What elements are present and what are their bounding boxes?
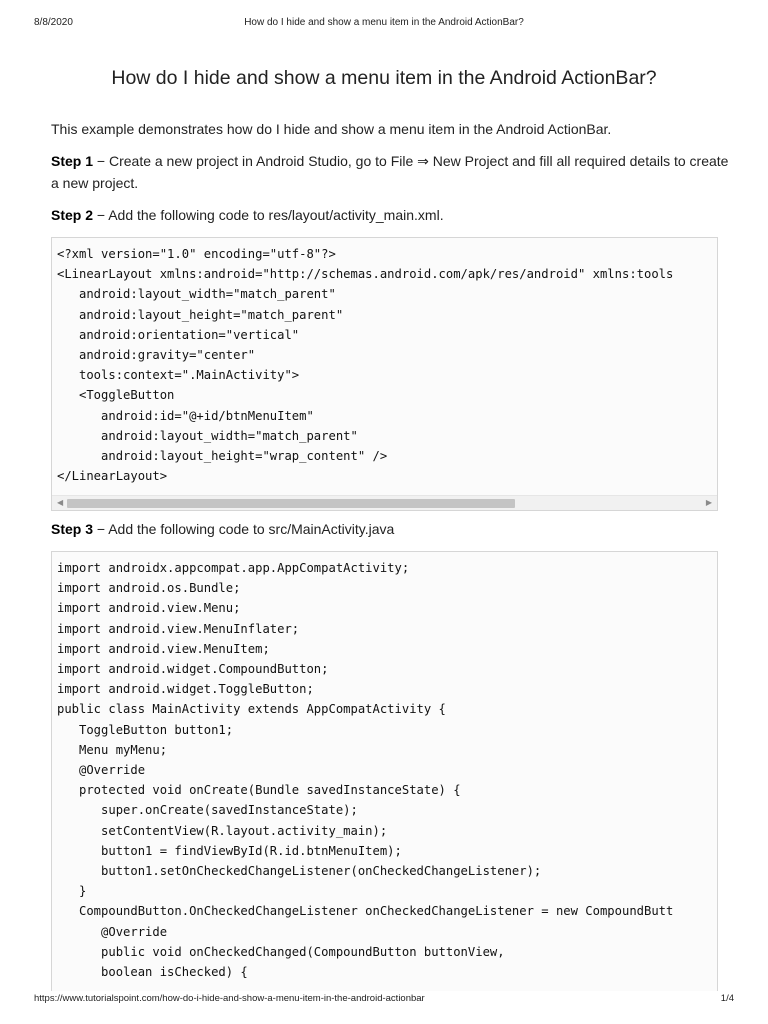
code-line: protected void onCreate(Bundle savedInstanceState) { bbox=[57, 783, 461, 798]
code-line: Menu myMenu; bbox=[57, 742, 168, 757]
code-line: import android.widget.ToggleButton; bbox=[57, 682, 314, 697]
step-3-text: − Add the following code to src/MainActivity.java bbox=[93, 521, 395, 537]
code-line: import android.view.MenuItem; bbox=[57, 641, 270, 656]
page-title: How do I hide and show a menu item in the Android ActionBar? bbox=[111, 67, 657, 89]
java-code-block[interactable] bbox=[51, 551, 718, 991]
code-line: super.onCreate(savedInstanceState); bbox=[57, 803, 358, 818]
print-header-title: How do I hide and show a menu item in the Android ActionBar? bbox=[244, 17, 524, 28]
code-line: CompoundButton.OnCheckedChangeListener onCheckedChangeListener = new CompoundButt bbox=[57, 904, 674, 919]
code-line: @Override bbox=[57, 763, 146, 778]
step-1-paragraph bbox=[51, 150, 731, 194]
page-number: 1/4 bbox=[720, 993, 734, 1004]
code-line: setContentView(R.layout.activity_main); bbox=[57, 823, 388, 838]
step-2-label: Step 2 bbox=[51, 207, 94, 223]
code-line: boolean isChecked) { bbox=[57, 965, 248, 980]
code-line: android:layout_width="match_parent" bbox=[57, 287, 336, 302]
scrollbar-thumb[interactable] bbox=[67, 499, 515, 508]
code-line: import android.view.Menu; bbox=[57, 601, 241, 616]
step-3-label: Step 3 bbox=[51, 521, 94, 537]
intro-paragraph: This example demonstrates how do I hide and show a menu item in the Android ActionBar. bbox=[51, 121, 612, 137]
code-line: android:gravity="center" bbox=[57, 348, 256, 363]
xml-code-block[interactable] bbox=[51, 237, 718, 511]
code-line: button1 = findViewById(R.id.btnMenuItem); bbox=[57, 843, 402, 858]
code-line: @Override bbox=[57, 924, 168, 939]
code-line: import androidx.appcompat.app.AppCompatActivity; bbox=[57, 561, 410, 575]
java-code-text bbox=[52, 552, 717, 982]
step-1-text: − Create a new project in Android Studio, go to File ⇒ New Project and fill all required details to create a new project. bbox=[51, 153, 729, 191]
code-line: <?xml version="1.0" encoding="utf-8"?> bbox=[57, 247, 336, 261]
step-3-paragraph bbox=[51, 518, 731, 540]
arrow-left-icon[interactable]: ◀ bbox=[57, 498, 64, 507]
code-line: android:layout_height="wrap_content" /> bbox=[57, 449, 388, 464]
code-line: public void onCheckedChanged(CompoundButton buttonView, bbox=[57, 944, 505, 959]
code-line: tools:context=".MainActivity"> bbox=[57, 368, 300, 383]
step-2-paragraph bbox=[51, 204, 731, 226]
code-line: ToggleButton button1; bbox=[57, 722, 234, 737]
code-line: import android.widget.CompoundButton; bbox=[57, 662, 329, 677]
code-line: android:orientation="vertical" bbox=[57, 327, 300, 342]
code-line: button1.setOnCheckedChangeListener(onCheckedChangeListener); bbox=[57, 864, 542, 879]
code-line: } bbox=[57, 884, 87, 899]
code-line: public class MainActivity extends AppCompatActivity { bbox=[57, 702, 446, 717]
xml-code-text bbox=[52, 238, 717, 486]
code-line: import android.os.Bundle; bbox=[57, 581, 241, 596]
step-1-label: Step 1 bbox=[51, 153, 94, 169]
horizontal-scrollbar[interactable] bbox=[52, 495, 717, 510]
code-line: android:layout_height="match_parent" bbox=[57, 307, 344, 322]
arrow-right-icon[interactable]: ▶ bbox=[705, 498, 712, 507]
step-2-text: − Add the following code to res/layout/activity_main.xml. bbox=[93, 207, 444, 223]
code-line: import android.view.MenuInflater; bbox=[57, 621, 300, 636]
code-line: android:id="@+id/btnMenuItem" bbox=[57, 408, 314, 423]
code-line: <ToggleButton bbox=[57, 388, 175, 403]
print-date: 8/8/2020 bbox=[34, 17, 73, 28]
code-line: </LinearLayout> bbox=[57, 469, 168, 484]
code-line: <LinearLayout xmlns:android="http://schemas.android.com/apk/res/android" xmlns:tools bbox=[57, 267, 674, 282]
code-line: android:layout_width="match_parent" bbox=[57, 428, 358, 443]
print-footer-url[interactable]: https://www.tutorialspoint.com/how-do-i-hide-and-show-a-menu-item-in-the-android-actionbar bbox=[34, 993, 425, 1004]
